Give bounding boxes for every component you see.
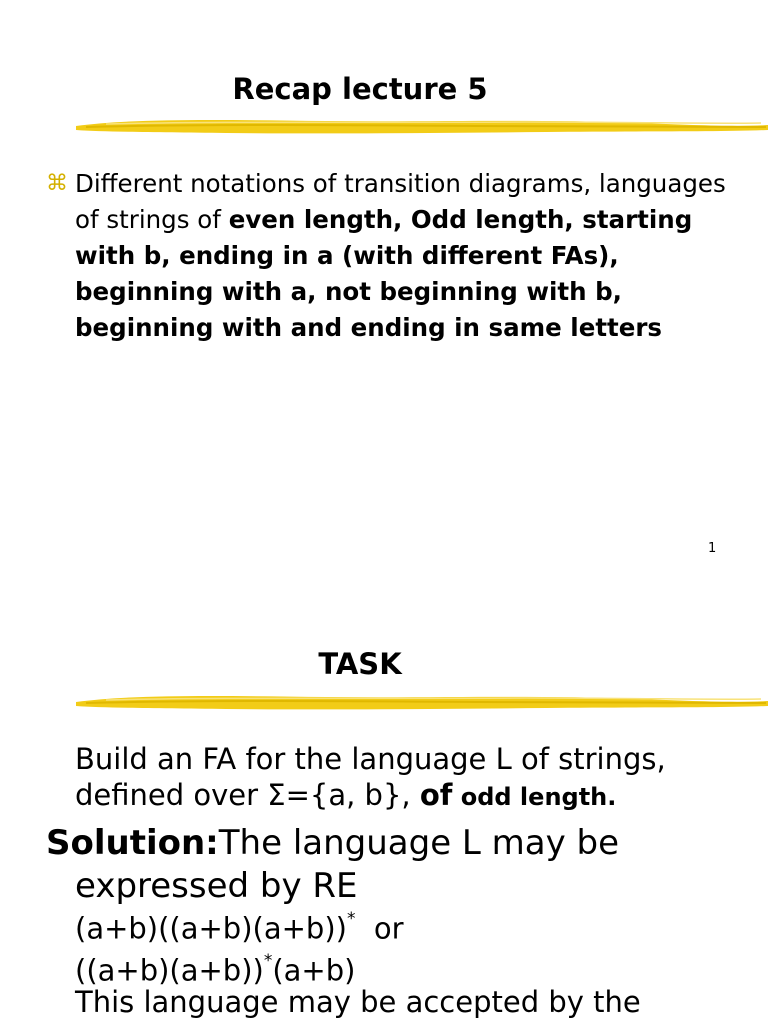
bullet-icon: ⌘	[46, 171, 68, 196]
solution-label: Solution:	[46, 823, 219, 863]
task-statement	[75, 741, 755, 815]
bullet-text	[75, 166, 726, 346]
regular-expressions	[75, 905, 404, 988]
re-or: or	[355, 911, 404, 946]
slide-title: TASK	[318, 647, 402, 681]
task-odd-length: odd length.	[452, 783, 617, 811]
kleene-star: *	[346, 909, 356, 929]
solution-text-line-1: The language L may be	[218, 823, 620, 863]
task-of: of	[419, 778, 453, 812]
re-2-part-b: (a+b)	[272, 953, 356, 988]
task-line-2: defined over Σ={a, b},	[75, 778, 420, 812]
re-2-part-a: ((a+b)(a+b))	[75, 953, 264, 988]
title-underline-brushstroke	[76, 688, 768, 714]
slide-title: Recap lecture 5	[232, 72, 488, 106]
slide-2	[0, 600, 768, 1024]
accepted-text: This language may be accepted by the	[75, 985, 641, 1019]
bullet-bold-text: even length, Odd length, starting with b, ending in a (with different FAs), beginning with a, not beginning with b, beginning with and ending in same letters	[75, 205, 693, 342]
kleene-star: *	[263, 950, 273, 971]
solution-text-line-2: expressed by RE	[75, 866, 358, 906]
task-line-1: Build an FA for the language L of strings,	[75, 742, 666, 776]
page-number: 1	[708, 541, 717, 556]
bullet-plain-text: Different notations of transition diagrams, languages of strings of	[75, 169, 726, 234]
bullet-point	[46, 166, 726, 346]
solution-block	[46, 822, 746, 908]
title-underline-brushstroke	[76, 112, 768, 138]
re-1: (a+b)((a+b)(a+b))	[75, 911, 347, 946]
